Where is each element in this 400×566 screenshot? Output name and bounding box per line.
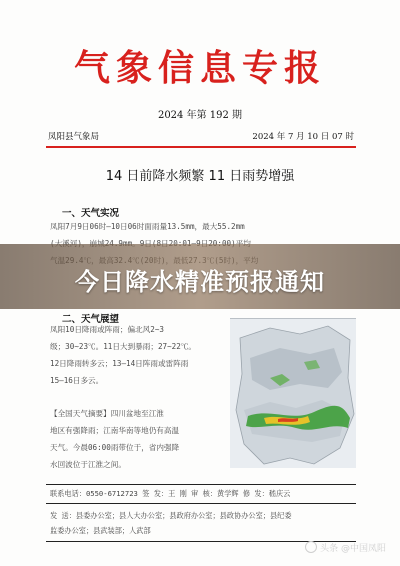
radar-map-image (230, 318, 356, 468)
section-title-outlook: 二、天气展望 (62, 314, 120, 325)
meta-row (48, 130, 354, 142)
footer-recipients-cont: 监委办公室；县武装部；人武部 (50, 526, 151, 535)
outlook-line: 12日降雨转多云；13—14日阵雨或雷阵雨 (50, 359, 189, 368)
banner-title: 今日降水精准预报通知 (75, 268, 325, 296)
summary-line: 地区有强降雨；江南华南等地仍有高温 (50, 426, 180, 435)
outlook-text (50, 321, 222, 389)
summary-line: 水回波位于江淮之间。 (50, 460, 126, 469)
summary-line: 天气。今晨06:00雨带位于，省内强降 (50, 443, 180, 452)
issuing-org: 凤阳县气象局 (48, 132, 100, 142)
national-summary-text (50, 405, 222, 473)
observation-line: 凤阳7月9日06时—10日06时面雨量13.5mm，最大55.2mm (50, 222, 245, 231)
watermark-logo-icon (305, 541, 317, 553)
footer-contact: 联系电话：0550-6712723 签 发：王 刚 审 核：黄学辉 修 发：嵇庆云 (50, 489, 291, 498)
outlook-line: 级；30~23℃。11日大到暴雨；27~22℃。 (50, 342, 196, 351)
outlook-line: 凤阳10日降雨或阵雨；偏北风2~3 (50, 325, 164, 334)
issue-date: 2024 年 7 月 10 日 07 时 (252, 132, 354, 142)
footer-divider-mid (46, 503, 356, 504)
source-watermark (305, 541, 386, 554)
footer-recipients: 发 送：县委办公室；县人大办公室；县政府办公室；县政协办公室；县纪委 (50, 511, 292, 520)
footer-divider-top (46, 484, 356, 485)
watermark-text: 头条 @中国凤阳 (320, 544, 386, 554)
headline: 14 日前降水频繁 11 日雨势增强 (105, 169, 295, 184)
outlook-line: 15—16日多云。 (50, 376, 104, 385)
section-title-observation: 一、天气实况 (62, 208, 120, 219)
issue-number: 2024 年第 192 期 (157, 110, 243, 121)
summary-line: 【全国天气摘要】四川盆地至江淮 (50, 409, 164, 418)
masthead-title: 气象信息专报 (73, 47, 326, 89)
red-divider (46, 146, 356, 148)
